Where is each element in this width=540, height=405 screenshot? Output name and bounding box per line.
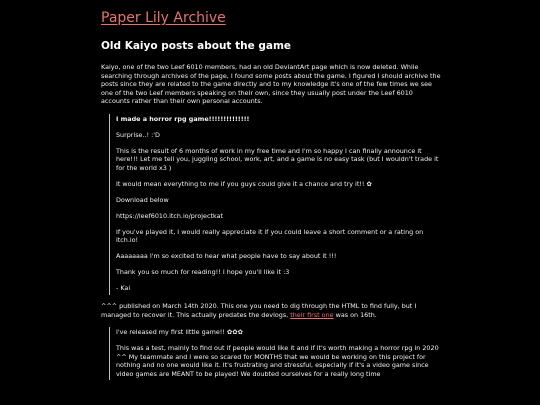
post-paragraph: Thank you so much for reading!! I hope you'll like it :3	[116, 268, 290, 277]
post-paragraph: Surprise..! :'D	[116, 130, 160, 139]
post-paragraph: Download below	[116, 195, 169, 204]
post-signature: - Kai	[116, 284, 131, 293]
publication-note	[101, 302, 443, 319]
post-paragraph: This is the result of 6 months of work in my free time and I'm so happy I can finally announce it here!!! Let me tell you, juggling school, work, art, and a game is no easy task (but I wouldn't trade it for the world x3 )	[116, 146, 439, 172]
quoted-post-1	[109, 114, 442, 295]
post-paragraph: It would mean everything to me if you guys could give it a chance and try it!! ✿	[116, 179, 372, 188]
post-paragraph: If you've played it, I would really appreciate it if you could leave a short comment or a rating on itch.io!	[116, 227, 424, 245]
first-devlog-link[interactable]: their first one	[290, 310, 334, 319]
quoted-post-2	[109, 327, 442, 380]
post-paragraph: Aaaaaaaa I'm so excited to hear what people have to say about it !!!	[116, 252, 337, 261]
intro-paragraph: Kaiyo, one of the two Leef 6010 members, had an old DeviantArt page which is now deleted. While searching through archives of the page, I found some posts about the game. I figured I should archive the posts since they are related to the game directly and to my knowledge it's one of the few times we see one of the two Leef members speaking on their own, since they usually post under the Leef 6010 accounts rather than their own personal accounts.	[101, 63, 441, 106]
publication-note-text: ^^^ published on March 14th 2020. This one you need to dig through the HTML to find fully, but I managed to recover it. This actually predates the devlogs,	[101, 301, 417, 319]
download-url-text: https://leef6010.itch.io/projectkat	[116, 211, 223, 220]
post-title: I made a horror rpg game!!!!!!!!!!!!!!	[116, 114, 250, 123]
post-paragraph: I've released my first little game!! ✿✿✿	[116, 328, 243, 337]
page-content	[101, 0, 443, 380]
site-title-link[interactable]: Paper Lily Archive	[101, 10, 226, 26]
publication-note-tail: was on 16th.	[333, 310, 377, 319]
post-paragraph: This was a test, mainly to find out if people would like it and if it's worth making a horror rpg in 2020 ^^ My teammate and I were so scared for MONTHS that we would be working on this project for nothing and no one would like it. It's frustrating and stressful, especially if it's a video game since video games are MEANT to be played! We doubted ourselves for a really long time	[116, 344, 439, 378]
page-title: Old Kaiyo posts about the game	[101, 40, 292, 52]
